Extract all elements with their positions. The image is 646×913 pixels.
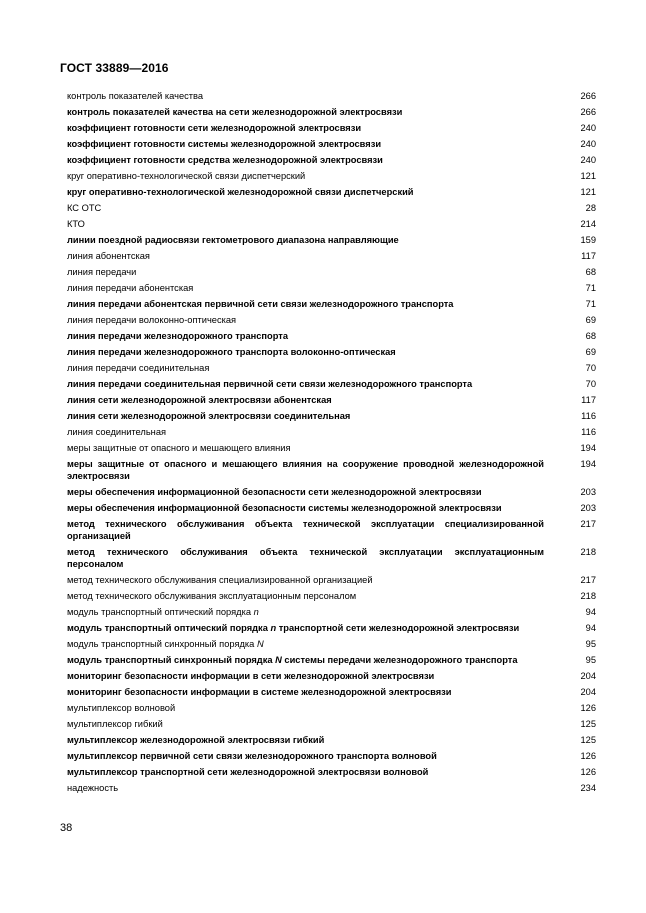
- index-entry: [67, 426, 596, 438]
- index-entry: [67, 518, 596, 542]
- index-entry: [67, 298, 596, 310]
- index-page-ref: 240: [580, 139, 596, 149]
- index-term: линия соединительная: [67, 427, 167, 437]
- index-page-ref: 68: [585, 267, 596, 277]
- index-page-ref: 71: [585, 299, 596, 309]
- index-page-ref: 234: [580, 783, 596, 793]
- index-entry: [67, 202, 596, 214]
- index-term: модуль транспортный синхронный порядка N: [67, 639, 264, 649]
- index-term: линии поездной радиосвязи гектометрового диапазона направляющие: [67, 235, 399, 245]
- index-entry: [67, 394, 596, 406]
- index-page-ref: 116: [581, 411, 596, 421]
- index-term: модуль транспортный оптический порядка n транспортной сети железнодорожной электросвязи: [67, 623, 520, 633]
- index-entry: [67, 138, 596, 150]
- index-page-ref: 217: [580, 519, 596, 529]
- index-entry: [67, 250, 596, 262]
- index-entry: [67, 622, 596, 634]
- index-page-ref: 214: [580, 219, 596, 229]
- index-page-ref: 266: [580, 107, 596, 117]
- index-page-ref: 194: [580, 459, 596, 469]
- index-term: линия передачи абонентская первичной сети связи железнодорожного транспорта: [67, 299, 454, 309]
- index-term: линия передачи железнодорожного транспорта волоконно-оптическая: [67, 347, 396, 357]
- index-entry: [67, 106, 596, 118]
- index-entry: [67, 606, 596, 618]
- index-page-ref: 71: [585, 283, 596, 293]
- index-entry: [67, 750, 596, 762]
- index-page-ref: 125: [580, 735, 596, 745]
- index-term: меры обеспечения информационной безопасности сети железнодорожной электросвязи: [67, 487, 482, 497]
- index-entry: [67, 186, 596, 198]
- index-term: меры защитные от опасного и мешающего влияния: [67, 443, 291, 453]
- index-term: мультиплексор волновой: [67, 703, 176, 713]
- index-entry: [67, 590, 596, 602]
- index-entry: [67, 122, 596, 134]
- index-entry: [67, 654, 596, 666]
- index-page-ref: 218: [580, 591, 596, 601]
- index-entry: [67, 314, 596, 326]
- index-entry: [67, 170, 596, 182]
- index-term: линия передачи абонентская: [67, 283, 194, 293]
- index-term: линия передачи железнодорожного транспорта: [67, 331, 288, 341]
- index-entry: [67, 266, 596, 278]
- index-term: коэффициент готовности средства железнодорожной электросвязи: [67, 155, 383, 165]
- document-header: ГОСТ 33889—2016: [60, 61, 169, 75]
- index-page-ref: 121: [580, 187, 596, 197]
- index-term: КТО: [67, 219, 85, 229]
- index-term: линия сети железнодорожной электросвязи абонентская: [67, 395, 332, 405]
- index-entry: [67, 362, 596, 374]
- index-term: меры обеспечения информационной безопасности системы железнодорожной электросвязи: [67, 503, 502, 513]
- index-entry: [67, 782, 596, 794]
- index-term: мониторинг безопасности информации в системе железнодорожной электросвязи: [67, 687, 452, 697]
- index-page-ref: 95: [585, 655, 596, 665]
- index-term: мультиплексор железнодорожной электросвязи гибкий: [67, 735, 325, 745]
- index-page-ref: 121: [580, 171, 596, 181]
- index-term: круг оперативно-технологической связи диспетчерский: [67, 171, 306, 181]
- index-entry: [67, 458, 596, 482]
- page-number: 38: [60, 822, 73, 834]
- index-entry: [67, 502, 596, 514]
- index-term: линия передачи: [67, 267, 137, 277]
- index-page-ref: 203: [580, 503, 596, 513]
- index-page-ref: 70: [585, 363, 596, 373]
- index-entry: [67, 486, 596, 498]
- index-term: коэффициент готовности сети железнодорожной электросвязи: [67, 123, 362, 133]
- index-term: линия сети железнодорожной электросвязи соединительная: [67, 411, 351, 421]
- index-page-ref: 266: [580, 91, 596, 101]
- index-entry: [67, 718, 596, 730]
- index-page-ref: 240: [580, 155, 596, 165]
- index-page-ref: 218: [580, 547, 596, 557]
- index-entry: [67, 574, 596, 586]
- index-term: мониторинг безопасности информации в сети железнодорожной электросвязи: [67, 671, 435, 681]
- index-entry: [67, 766, 596, 778]
- index-term: линия абонентская: [67, 251, 150, 261]
- index-entry: [67, 410, 596, 422]
- index-term: линия передачи соединительная: [67, 363, 210, 373]
- index-list: [67, 90, 596, 798]
- index-term: модуль транспортный синхронный порядка N системы передачи железнодорожного транспорта: [67, 655, 518, 665]
- index-entry: [67, 218, 596, 230]
- index-page-ref: 94: [585, 607, 596, 617]
- index-page-ref: 68: [585, 331, 596, 341]
- index-page-ref: 70: [585, 379, 596, 389]
- index-entry: [67, 442, 596, 454]
- index-entry: [67, 330, 596, 342]
- index-page-ref: 117: [581, 395, 596, 405]
- index-entry: [67, 282, 596, 294]
- index-term: метод технического обслуживания специализированной организацией: [67, 575, 373, 585]
- index-page-ref: 203: [580, 487, 596, 497]
- index-entry: [67, 546, 596, 570]
- index-term: мультиплексор транспортной сети железнодорожной электросвязи волновой: [67, 767, 429, 777]
- index-term: надежность: [67, 783, 119, 793]
- index-entry: [67, 702, 596, 714]
- index-page-ref: 240: [580, 123, 596, 133]
- index-page-ref: 126: [580, 767, 596, 777]
- index-entry: [67, 734, 596, 746]
- index-entry: [67, 90, 596, 102]
- index-page-ref: 117: [581, 251, 596, 261]
- index-term: метод технического обслуживания эксплуатационным персоналом: [67, 591, 357, 601]
- index-entry: [67, 234, 596, 246]
- index-term: линия передачи волоконно-оптическая: [67, 315, 237, 325]
- index-page-ref: 194: [580, 443, 596, 453]
- index-page-ref: 94: [585, 623, 596, 633]
- index-page-ref: 217: [580, 575, 596, 585]
- index-term: модуль транспортный оптический порядка n: [67, 607, 259, 617]
- index-page-ref: 28: [585, 203, 596, 213]
- index-page-ref: 125: [580, 719, 596, 729]
- index-page-ref: 116: [581, 427, 596, 437]
- index-term: мультиплексор первичной сети связи железнодорожного транспорта волновой: [67, 751, 437, 761]
- index-page-ref: 126: [580, 751, 596, 761]
- index-entry: [67, 638, 596, 650]
- index-page-ref: 204: [580, 671, 596, 681]
- index-page-ref: 95: [585, 639, 596, 649]
- index-page-ref: 126: [580, 703, 596, 713]
- index-term: контроль показателей качества: [67, 91, 204, 101]
- index-entry: [67, 154, 596, 166]
- index-term: меры защитные от опасного и мешающего влияния на сооружение проводной железнодорожной электросвязи: [67, 459, 544, 481]
- index-page-ref: 159: [580, 235, 596, 245]
- index-entry: [67, 378, 596, 390]
- index-page-ref: 204: [580, 687, 596, 697]
- index-term: коэффициент готовности системы железнодорожной электросвязи: [67, 139, 382, 149]
- index-term: мультиплексор гибкий: [67, 719, 163, 729]
- index-entry: [67, 670, 596, 682]
- index-page-ref: 69: [585, 347, 596, 357]
- index-entry: [67, 686, 596, 698]
- index-entry: [67, 346, 596, 358]
- index-term: круг оперативно-технологической железнодорожной связи диспетчерский: [67, 187, 414, 197]
- index-page-ref: 69: [585, 315, 596, 325]
- index-term: метод технического обслуживания объекта технической эксплуатации эксплуатационным персоналом: [67, 547, 544, 569]
- index-term: метод технического обслуживания объекта технической эксплуатации специализированной организацией: [67, 519, 544, 541]
- index-term: КС ОТС: [67, 203, 102, 213]
- index-term: линия передачи соединительная первичной сети связи железнодорожного транспорта: [67, 379, 473, 389]
- index-term: контроль показателей качества на сети железнодорожной электросвязи: [67, 107, 403, 117]
